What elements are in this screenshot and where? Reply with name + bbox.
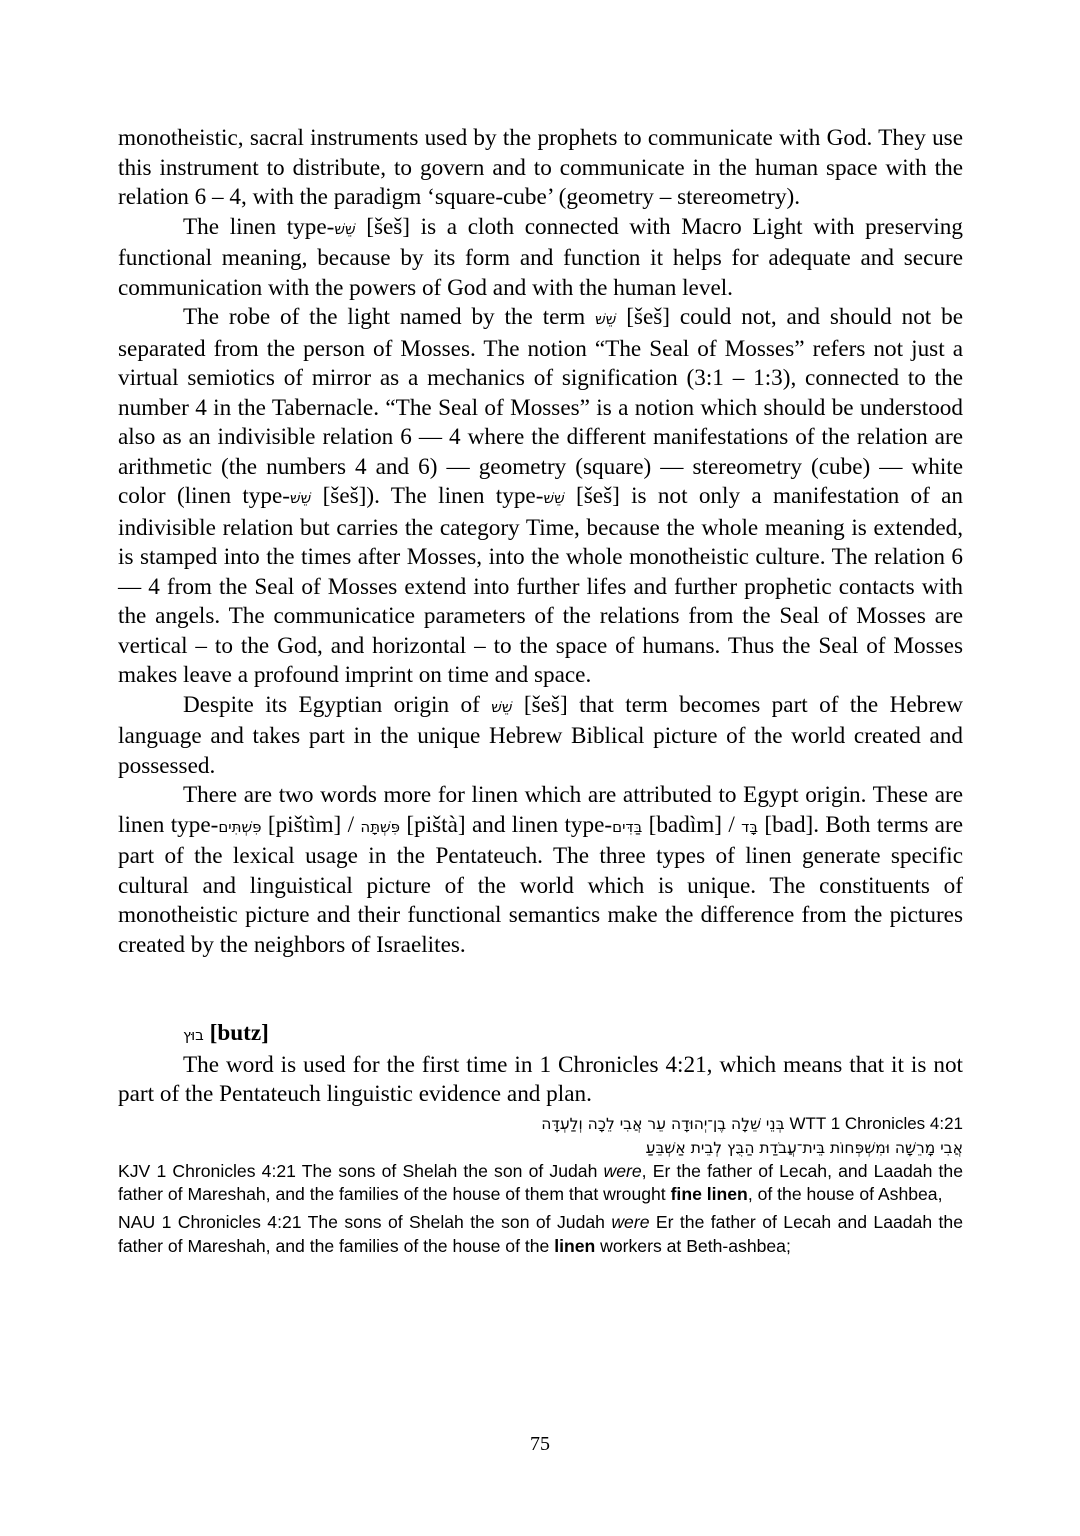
hebrew-term-shesh: שֵׁשׁ — [290, 489, 312, 507]
kjv-italic: were — [603, 1160, 642, 1181]
nau-italic: were — [611, 1212, 650, 1233]
wtt-line-2: אֲבִי מָרֵשָׁה וּמִשְׁפְּחוֹת בֵּית־עֲבֹדַת הַבֻּץ לְבֵית אַשְׁבֵּעַ — [645, 1138, 963, 1157]
kjv-text-b: , Er the father of Lecah, and Laadah the father of Mareshah, and the families of the house of them that wrought — [118, 1160, 963, 1204]
section-intro: The word is used for the first time in 1 Chronicles 4:21, which means that it is not part of the Pentateuch linguistic evidence and plan. — [118, 1051, 963, 1107]
nau-text-b: Er the father of Lecah and Laadah the father of Mareshah, and the families of the house of the — [118, 1212, 963, 1256]
hebrew-term-badim: בַּדִּים — [612, 817, 643, 836]
hebrew-term-shesh: שֵׁשׁ — [334, 219, 356, 238]
nau-text-c: workers at Beth-ashbea; — [595, 1235, 791, 1256]
kjv-text-c: , of the house of Ashbea, — [747, 1183, 943, 1204]
p4-text-b: [šeš] that term becomes part of the Hebrew language and takes part in the unique Hebrew Biblical picture of the world created and possessed. — [118, 691, 963, 779]
p2-text-a: The linen type- — [183, 213, 335, 240]
kjv-bold: fine linen — [670, 1183, 748, 1204]
p3-text-b: [šeš] could not, and should not be separated from the person of Mosses. The notion “The Seal of Mosses” refers not just a virtual semiotics of mirror as a mechanics of signification (3:1 – 1:3), connected to the number 4 in the Tabernacle. “The Seal of Mosses” is a notion which should be understood also as an indivisible relation 6 — 4 where the different manifestations of the relation are arithmetic (the numbers 4 and 6) — geometry (square) — stereometry (cube) — white color (linen type- — [118, 304, 963, 509]
wtt-hebrew-line-1: בְּנֵי שֵׁלָה בֶן־יְהוּדָה עֵר אֲבִי לֵכָה וְלַעְדָּה — [541, 1114, 785, 1133]
kjv-text-a: KJV 1 Chronicles 4:21 The sons of Shelah the son of Judah — [118, 1160, 604, 1181]
hebrew-term-bad: בָּד — [741, 817, 759, 836]
hebrew-term-shesh: שֵׁשׁ — [595, 310, 617, 328]
kjv-quote — [118, 1160, 963, 1207]
hebrew-term-pishta: פִּשְׁתָּה — [360, 817, 401, 836]
nau-text-a: NAU 1 Chronicles 4:21 The sons of Shelah the son of Judah — [118, 1212, 612, 1233]
wtt-reference: WTT 1 Chronicles 4:21 — [789, 1113, 963, 1133]
paragraph-1: monotheistic, sacral instruments used by the prophets to communicate with God. They use this instrument to distribute, to govern and to communicate in the human space with the relation 6 – 4, with the paradigm ‘square-cube’ (geometry – stereometry). — [118, 125, 963, 210]
hebrew-term-shesh: שֵׁשׁ — [543, 489, 565, 507]
p3-text-a: The robe of the light named by the term — [183, 304, 596, 330]
page-number: 75 — [530, 1433, 550, 1455]
p3-text-c: [šeš]). The linen type- — [311, 483, 544, 509]
p5-text-b: [pištìm] / — [261, 811, 361, 838]
translation-quotes — [118, 1160, 963, 1259]
section-heading — [118, 1019, 963, 1051]
p5-text-c: [pištà] and linen type- — [400, 811, 613, 838]
wtt-line-1 — [118, 1112, 963, 1136]
p5-text-a: There are two words more for linen which are attributed to Egypt origin. These are linen type- — [118, 782, 963, 838]
hebrew-term-pishtim: פִּשְׁתִּים — [218, 817, 262, 836]
paragraph-3 — [118, 303, 963, 691]
nau-bold: linen — [554, 1235, 596, 1256]
p4-text-a: Despite its Egyptian origin of — [183, 691, 492, 718]
p5-text-e: [bad]. Both terms are part of the lexical usage in the Pentateuch. The three types of linen generate specific cultural and linguistical picture of the world which is unique. The constituents of monotheistic picture and their functional semantics make the difference from the pictures created by the neighbors of Israelites. — [118, 811, 963, 958]
paragraph-2 — [118, 213, 963, 304]
wtt-quote — [118, 1112, 963, 1160]
nau-quote — [118, 1211, 963, 1258]
heading-hebrew: בוּץ — [183, 1026, 204, 1044]
paragraph-5 — [118, 781, 963, 960]
p2-text-b: [šeš] is a cloth connected with Macro Light with preserving functional meaning, because by its form and function it helps for adequate and secure communication with the powers of God and with the human level. — [118, 213, 963, 301]
paragraph-4 — [118, 691, 963, 782]
body-text — [118, 124, 963, 1110]
hebrew-term-shesh: שֵׁשׁ — [491, 697, 513, 716]
p5-text-d: [badìm] / — [642, 811, 742, 838]
heading-latin: [butz] — [203, 1020, 269, 1046]
page-content — [118, 124, 963, 1258]
p3-text-d: [šeš] is not only a manifestation of an indivisible relation but carries the category Time, because the whole meaning is extended, is stamped into the times after Mosses, into the whole monotheistic culture. The relation 6 — 4 from the Seal of Mosses extend into further lifes and further prophetic contacts with the angels. The communicatice parameters of the relations from the Seal of Mosses are vertical – to the God, and horizontal – to the space of humans. Thus the Seal of Mosses makes leave a profound imprint on time and space. — [118, 483, 963, 688]
